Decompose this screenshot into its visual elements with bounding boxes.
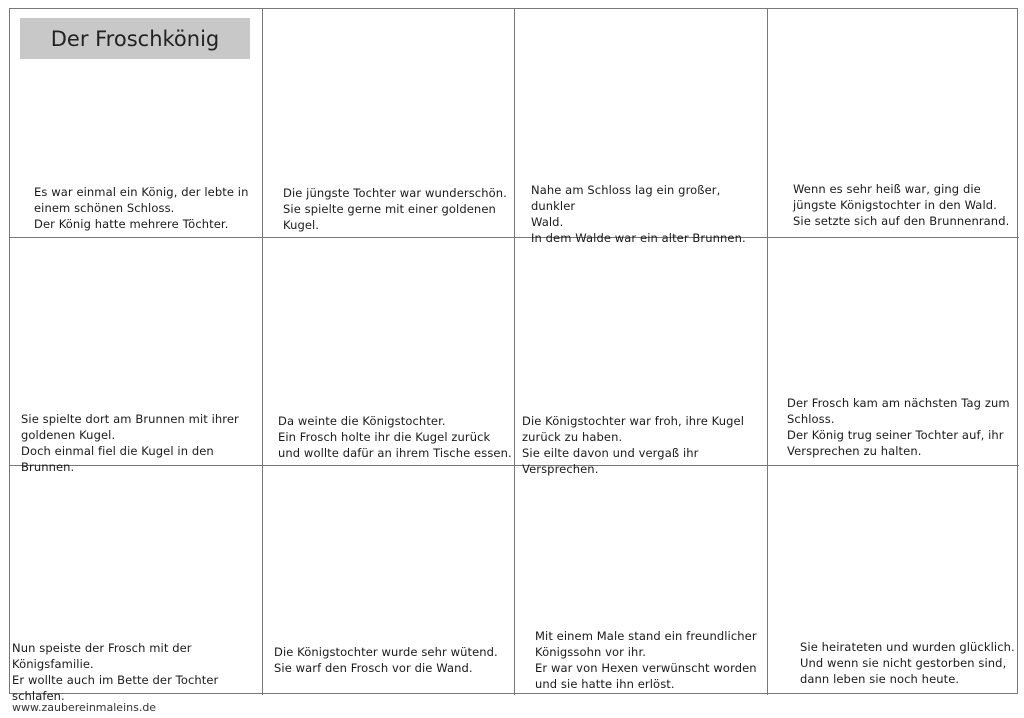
story-card-text: Sie heirateten und wurden glücklich. Und wenn sie nicht gestorben sind, dann leben sie noch heute. <box>800 640 1015 686</box>
story-card <box>515 9 768 245</box>
story-card-text: Nahe am Schloss lag ein großer, dunkler Wald. In dem Walde war ein alter Brunnen. <box>531 183 746 245</box>
story-card-text: Wenn es sehr heiß war, ging die jüngste Königstochter in den Wald. Sie setzte sich auf den Brunnenrand. <box>793 182 1010 228</box>
story-card-text: Mit einem Male stand ein freundlicher Königssohn vor ihr. Er war von Hexen verwünscht worden und sie hatte ihn erlöst. <box>535 629 757 691</box>
story-card-text: Nun speiste der Frosch mit der Königsfamilie. Er wollte auch im Bette der Tochter schlafen. <box>12 641 219 703</box>
story-card <box>10 9 263 238</box>
story-card <box>515 238 768 476</box>
story-card <box>263 466 515 695</box>
story-card-text: Die Königstochter wurde sehr wütend. Sie warf den Frosch vor die Wand. <box>274 645 498 675</box>
story-card-text: Die Königstochter war froh, ihre Kugel zurück zu haben. Sie eilte davon und vergaß ihr Versprechen. <box>522 414 744 476</box>
story-card-text: Sie spielte dort am Brunnen mit ihrer goldenen Kugel. Doch einmal fiel die Kugel in den Brunnen. <box>21 412 239 474</box>
story-card <box>768 466 1019 695</box>
story-card-grid <box>9 8 1018 703</box>
story-card-text: Da weinte die Königstochter. Ein Frosch holte ihr die Kugel zurück und wollte dafür an ihrem Tische essen. <box>278 414 512 460</box>
story-card <box>768 9 1019 238</box>
page-title: Der Froschkönig <box>20 18 250 59</box>
story-card <box>263 238 515 466</box>
story-card-text: Der Frosch kam am nächsten Tag zum Schloss. Der König trug seiner Tochter auf, ihr Versprechen zu halten. <box>787 396 1010 458</box>
story-card <box>263 9 515 238</box>
story-card-text: Es war einmal ein König, der lebte in einem schönen Schloss. Der König hatte mehrere Töchter. <box>34 185 249 231</box>
story-card <box>10 238 263 474</box>
footer-url: www.zaubereinmaleins.de <box>12 701 157 714</box>
story-card <box>768 238 1019 466</box>
story-card-text: Die jüngste Tochter war wunderschön. Sie spielte gerne mit einer goldenen Kugel. <box>283 186 507 232</box>
story-card <box>10 466 263 703</box>
story-card <box>515 466 768 695</box>
